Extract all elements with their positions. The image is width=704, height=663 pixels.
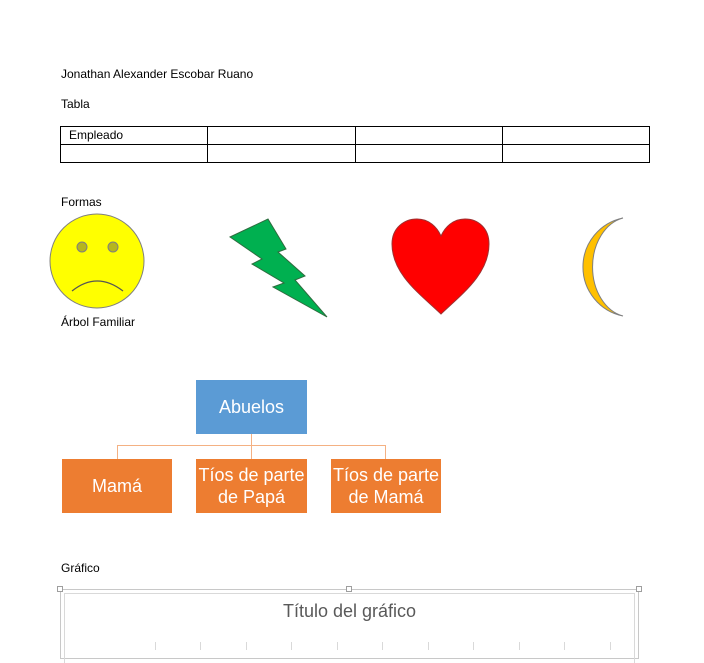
table-cell[interactable] (502, 145, 649, 163)
tree-node-child[interactable]: Tíos de parte de Mamá (331, 459, 441, 513)
table-heading: Tabla (61, 97, 90, 111)
table-row (61, 145, 650, 163)
heart-shape[interactable] (390, 216, 492, 316)
connector-line (251, 445, 252, 459)
chart-gridline (382, 642, 383, 650)
chart-heading: Gráfico (61, 561, 100, 575)
tree-node-child[interactable]: Mamá (62, 459, 172, 513)
chart-gridline (246, 642, 247, 650)
tree-node-child[interactable]: Tíos de parte de Papá (196, 459, 307, 513)
table-cell[interactable]: Empleado (61, 127, 208, 145)
chart-gridline (200, 642, 201, 650)
connector-line (117, 445, 118, 459)
moon-shape[interactable] (571, 216, 625, 318)
table-cell[interactable] (355, 127, 502, 145)
table-cell[interactable] (61, 145, 208, 163)
chart-gridline (610, 642, 611, 650)
tree-node-root[interactable]: Abuelos (196, 380, 307, 434)
author-name: Jonathan Alexander Escobar Ruano (61, 67, 254, 81)
table-cell[interactable] (355, 145, 502, 163)
chart-gridline (291, 642, 292, 650)
table-cell[interactable] (502, 127, 649, 145)
chart-title[interactable]: Título del gráfico (282, 601, 417, 621)
chart-gridline (155, 642, 156, 650)
resize-handle[interactable] (636, 586, 642, 592)
lightning-bolt-shape[interactable] (228, 217, 330, 319)
chart-gridline (337, 642, 338, 650)
sad-face-shape[interactable] (48, 211, 148, 311)
table-cell[interactable] (208, 127, 355, 145)
table-row (61, 127, 650, 145)
connector-line (385, 445, 386, 459)
chart-gridline (473, 642, 474, 650)
resize-handle[interactable] (57, 586, 63, 592)
chart-gridline (564, 642, 565, 650)
chart-gridline (428, 642, 429, 650)
table-cell[interactable] (208, 145, 355, 163)
data-table[interactable] (60, 126, 650, 163)
shapes-heading: Formas (61, 195, 102, 209)
resize-handle[interactable] (346, 586, 352, 592)
chart-gridline (519, 642, 520, 650)
connector-line (251, 434, 252, 445)
family-tree-heading: Árbol Familiar (61, 315, 136, 329)
